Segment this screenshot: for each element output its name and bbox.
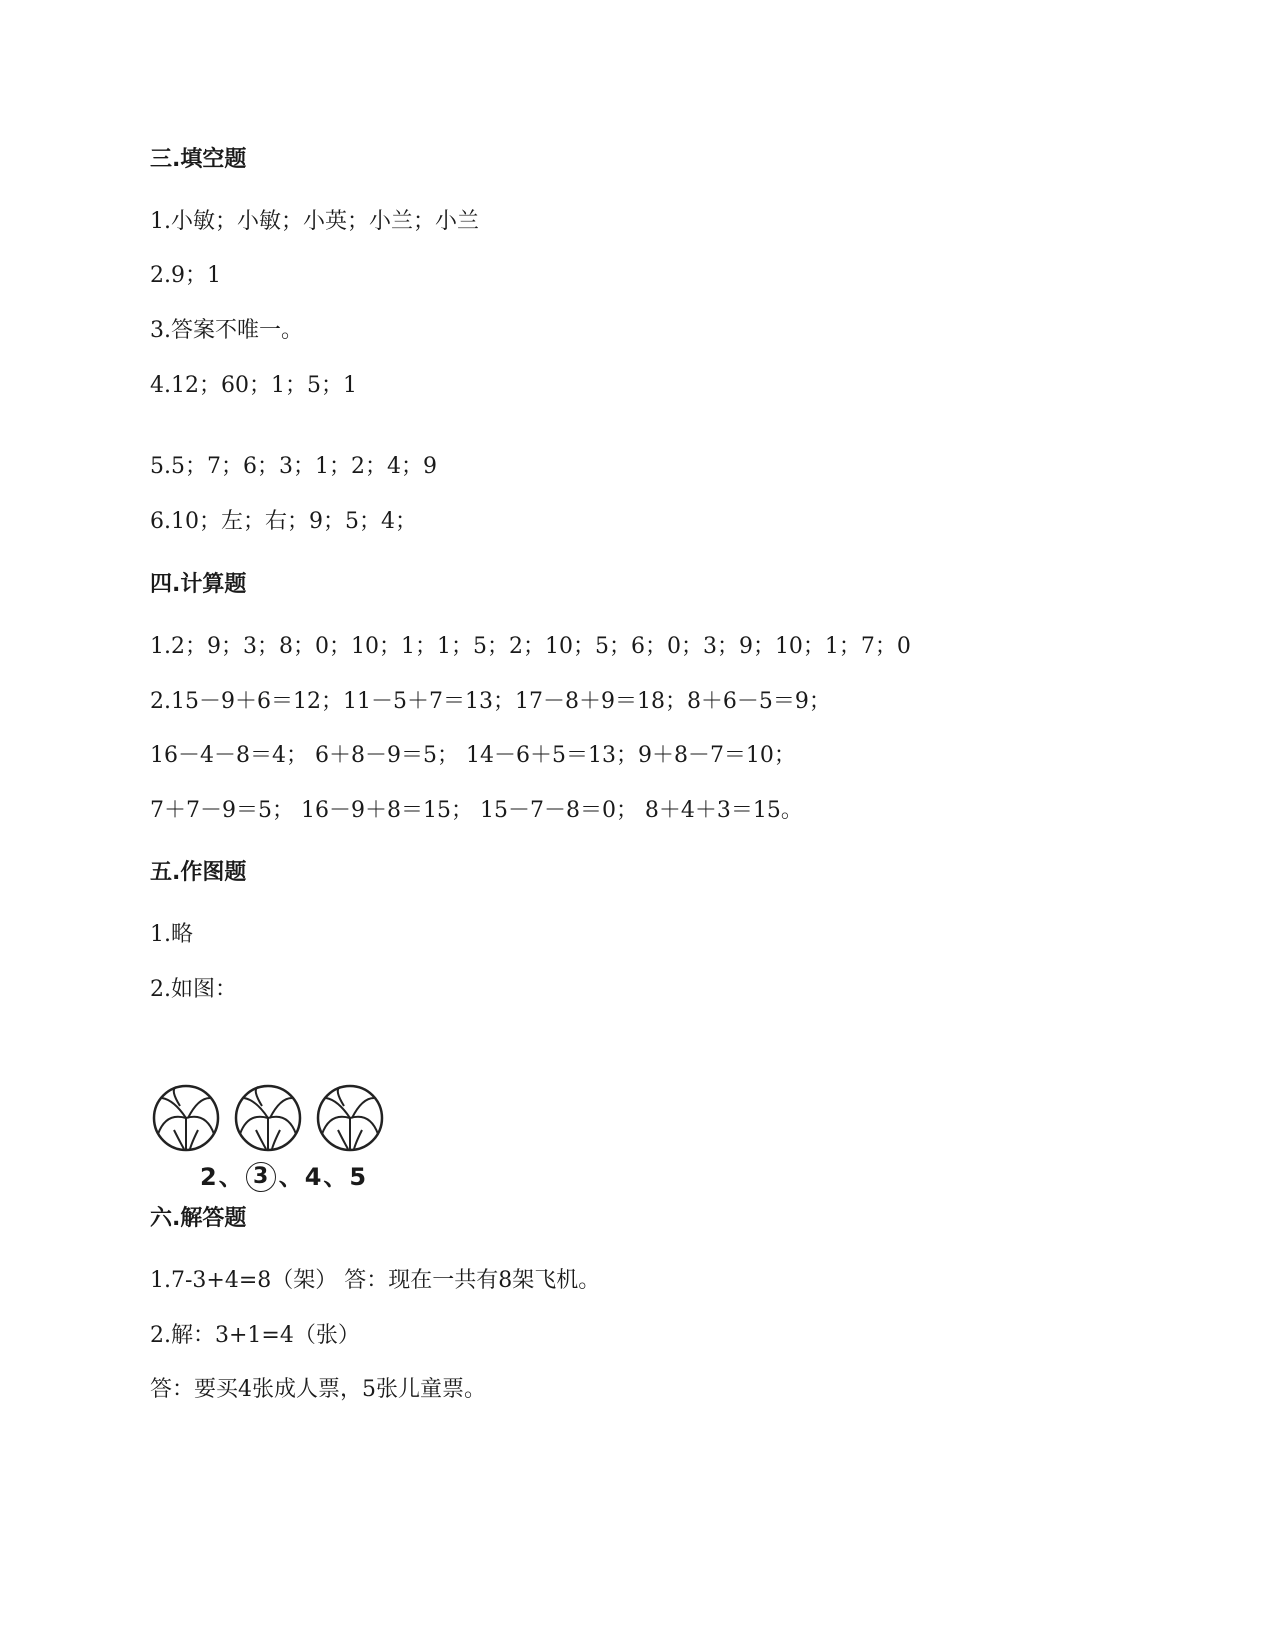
sequence-number: 2 <box>200 1163 217 1191</box>
section-title-word-problems: 六.解答题 <box>150 1206 247 1231</box>
answer-line: 2.15－9＋6＝12；11－5＋7＝13；17－8＋9＝18；8＋6－5＝9； <box>150 689 831 714</box>
answer-line: 2.如图： <box>150 977 237 1002</box>
number-sequence <box>200 1162 366 1192</box>
answer-line: 1.2；9；3；8；0；10；1；1；5；2；10；5；6；0；3；9；10；1；7；0 <box>150 634 911 659</box>
answer-line: 4.12；60；1；5；1 <box>150 373 357 398</box>
answer-line: 1.小敏；小敏；小英；小兰；小兰 <box>150 209 479 234</box>
sequence-number: 5 <box>349 1163 367 1191</box>
section-title-fill-blank: 三.填空题 <box>150 147 247 172</box>
sequence-separator: 、 <box>278 1163 303 1191</box>
volleyball-icon <box>314 1082 386 1154</box>
section-title-drawing: 五.作图题 <box>150 860 247 885</box>
answer-line: 3.答案不唯一。 <box>150 318 303 343</box>
answer-line: 1.略 <box>150 922 193 947</box>
answer-line: 16－4－8＝4； 6＋8－9＝5； 14－6＋5＝13；9＋8－7＝10； <box>150 743 796 768</box>
answer-line: 2.解：3+1=4（张） <box>150 1323 360 1348</box>
sequence-separator: 、 <box>323 1163 348 1191</box>
volleyball-icon <box>150 1082 222 1154</box>
sequence-number: 4 <box>304 1163 322 1191</box>
answer-line: 5.5；7；6；3；1；2；4；9 <box>150 454 437 479</box>
sequence-separator: 、 <box>218 1163 243 1191</box>
volleyball-icon <box>232 1082 304 1154</box>
answer-line: 6.10；左；右；9；5；4； <box>150 509 417 534</box>
answer-line: 7＋7－9＝5； 16－9＋8＝15； 15－7－8＝0； 8＋4＋3＝15。 <box>150 798 803 823</box>
section-title-calculation: 四.计算题 <box>150 572 247 597</box>
volleyball-figure <box>150 1082 400 1202</box>
answer-line: 2.9；1 <box>150 263 221 288</box>
answer-line: 1.7-3+4=8（架） 答：现在一共有8架飞机。 <box>150 1268 601 1293</box>
answer-line: 答：要买4张成人票，5张儿童票。 <box>150 1377 486 1402</box>
circled-sequence-number: 3 <box>246 1162 276 1192</box>
